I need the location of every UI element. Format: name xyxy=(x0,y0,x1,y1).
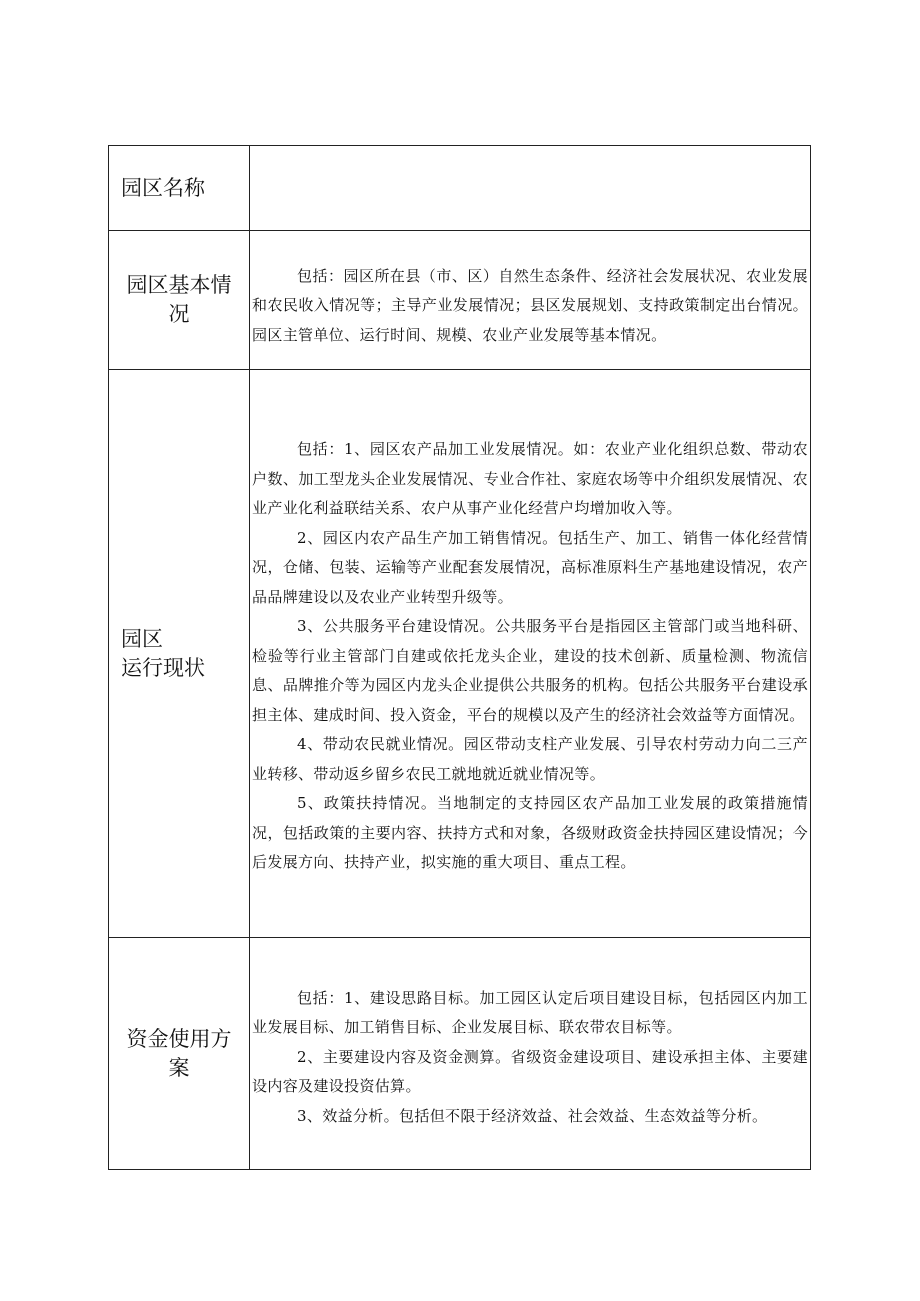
fund-plan-paragraph-1: 包括：1、建设思路目标。加工园区认定后项目建设目标，包括园区内加工业发展目标、加工销售目标、企业发展目标、联农带农目标等。 xyxy=(252,988,808,1037)
table-row-basic-info xyxy=(109,231,811,370)
basic-info-label-cell xyxy=(109,231,250,370)
basic-info-label: 园区基本情况 xyxy=(126,273,232,326)
fund-plan-label-cell xyxy=(109,938,250,1170)
park-name-label-cell xyxy=(109,146,250,231)
basic-info-content-cell xyxy=(250,231,811,370)
operation-status-paragraph-4: 4、带动农民就业情况。园区带动支柱产业发展、引导农村劳动力向二三产业转移、带动返乡留乡农民工就地就近就业情况等。 xyxy=(252,735,808,783)
operation-status-paragraph-5: 5、政策扶持情况。当地制定的支持园区农产品加工业发展的政策措施情况，包括政策的主要内容、扶持方式和对象，各级财政资金扶持园区建设情况；今后发展方向、扶持产业，拟实施的重大项目、重点工程。 xyxy=(252,794,808,872)
operation-status-paragraph-2: 2、园区内农产品生产加工销售情况。包括生产、加工、销售一体化经营情况，仓储、包装、运输等产业配套发展情况，高标准原料生产基地建设情况，农产品品牌建设以及农业产业转型升级等。 xyxy=(252,528,808,606)
operation-status-label-line2: 运行现状 xyxy=(121,655,205,680)
operation-status-content-cell xyxy=(250,370,811,938)
fund-plan-paragraph-3: 3、效益分析。包括但不限于经济效益、社会效益、生态效益等分析。 xyxy=(297,1106,768,1125)
fund-plan-content-cell xyxy=(250,938,811,1170)
operation-status-label-line1: 园区 xyxy=(121,626,163,651)
operation-status-paragraph-3: 3、公共服务平台建设情况。公共服务平台是指园区主管部门或当地科研、检验等行业主管部门自建或依托龙头企业，建设的技术创新、质量检测、物流信息、品牌推介等为园区内龙头企业提供公共服务的机构。包括公共服务平台建设承担主体、建成时间、投入资金，平台的规模以及产生的经济社会效益等方面情况。 xyxy=(252,617,808,724)
park-name-value-cell xyxy=(250,146,811,231)
operation-status-label-cell xyxy=(109,370,250,938)
park-name-label: 园区名称 xyxy=(121,175,205,200)
table-row-fund-plan xyxy=(109,938,811,1170)
operation-status-paragraph-1: 包括：1、园区农产品加工业发展情况。如：农业产业化组织总数、带动农户数、加工型龙头企业发展情况、专业合作社、家庭农场等中介组织发展情况、农业产业化利益联结关系、农户从事产业化经营户均增加收入等。 xyxy=(252,440,808,518)
fund-plan-paragraph-2: 2、主要建设内容及资金测算。省级资金建设项目、建设承担主体、主要建设内容及建设投资估算。 xyxy=(252,1047,808,1096)
application-form-table xyxy=(108,145,811,1170)
table-row-park-name xyxy=(109,146,811,231)
basic-info-paragraph: 包括：园区所在县（市、区）自然生态条件、经济社会发展状况、农业发展和农民收入情况等；主导产业发展情况；县区发展规划、支持政策制定出台情况。园区主管单位、运行时间、规模、农业产业发展等基本情况。 xyxy=(252,266,808,344)
table-row-operation-status xyxy=(109,370,811,938)
fund-plan-label: 资金使用方案 xyxy=(126,1026,232,1080)
